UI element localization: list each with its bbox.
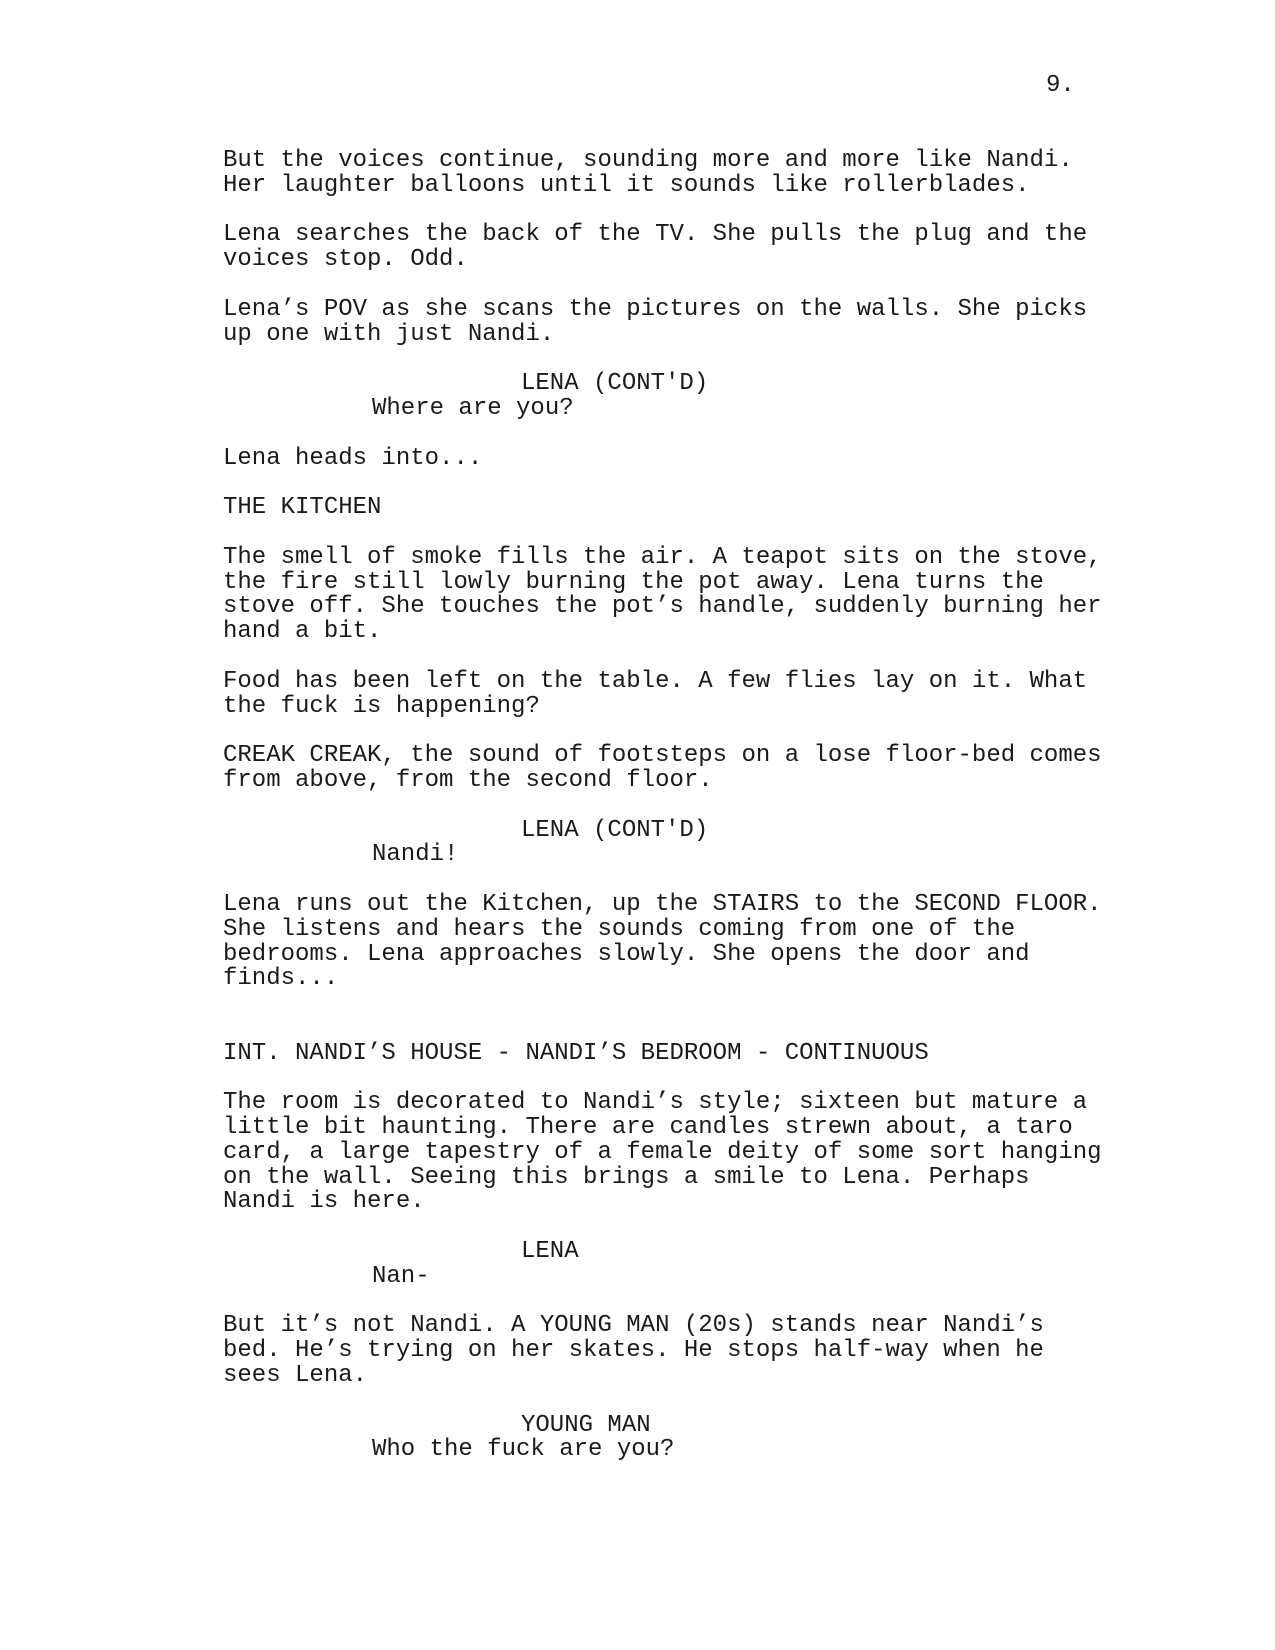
dialogue-line: Who the fuck are you? bbox=[372, 1436, 675, 1464]
action-paragraph bbox=[223, 496, 1123, 521]
action-line: She listens and hears the sounds coming from one of the bbox=[223, 915, 1016, 943]
action-line: little bit haunting. There are candles strewn about, a taro bbox=[223, 1114, 1073, 1142]
scene-heading-line: INT. NANDI’S HOUSE - NANDI’S BEDROOM - CONTINUOUS bbox=[223, 1039, 929, 1067]
dialogue-block bbox=[223, 816, 1123, 869]
action-line: But the voices continue, sounding more and more like Nandi. bbox=[223, 147, 1073, 174]
action-paragraph bbox=[223, 1091, 1123, 1215]
page-number: 9. bbox=[1046, 72, 1075, 99]
action-line: bedrooms. Lena approaches slowly. She opens the door and bbox=[223, 940, 1030, 968]
action-line: But it’s not Nandi. A YOUNG MAN (20s) stands near Nandi’s bbox=[223, 1312, 1044, 1340]
action-paragraph bbox=[223, 444, 1123, 472]
action-paragraph bbox=[223, 149, 1123, 199]
character-cue: LENA bbox=[521, 1238, 579, 1266]
dialogue-block bbox=[223, 1411, 1123, 1464]
character-cue: YOUNG MAN bbox=[521, 1411, 651, 1439]
character-cue: LENA (CONT'D) bbox=[521, 370, 709, 398]
action-line: up one with just Nandi. bbox=[223, 320, 555, 348]
dialogue-line: Nan- bbox=[372, 1262, 430, 1290]
action-line: from above, from the second floor. bbox=[223, 766, 713, 794]
action-line: sees Lena. bbox=[223, 1362, 368, 1390]
action-paragraph bbox=[223, 543, 1123, 646]
action-line: Her laughter balloons until it sounds like rollerblades. bbox=[223, 171, 1030, 199]
scene-heading bbox=[223, 1039, 1123, 1067]
dialogue-line: Where are you? bbox=[372, 394, 574, 422]
action-line: voices stop. Odd. bbox=[223, 246, 468, 274]
action-line: stove off. She touches the pot’s handle, suddenly burning her bbox=[223, 593, 1102, 621]
action-line: on the wall. Seeing this brings a smile to Lena. Perhaps bbox=[223, 1163, 1030, 1191]
action-line: card, a large tapestry of a female deity of some sort hanging bbox=[223, 1138, 1102, 1166]
dialogue-block bbox=[223, 1240, 1123, 1290]
action-line: Lena searches the back of the TV. She pulls the plug and the bbox=[223, 221, 1088, 249]
dialogue-line: Nandi! bbox=[372, 841, 459, 869]
action-line: finds... bbox=[223, 965, 339, 993]
action-line: Nandi is here. bbox=[223, 1188, 425, 1216]
dialogue-block bbox=[223, 372, 1123, 422]
action-line: the fuck is happening? bbox=[223, 692, 540, 720]
action-paragraph bbox=[223, 667, 1123, 720]
action-line: THE KITCHEN bbox=[223, 494, 382, 522]
action-line: The smell of smoke fills the air. A teapot sits on the stove, bbox=[223, 543, 1102, 571]
action-line: hand a bit. bbox=[223, 618, 382, 646]
action-paragraph bbox=[223, 890, 1123, 993]
action-paragraph bbox=[223, 744, 1123, 794]
action-paragraph bbox=[223, 295, 1123, 348]
action-line: The room is decorated to Nandi’s style; sixteen but mature a bbox=[223, 1089, 1088, 1117]
action-line: Lena runs out the Kitchen, up the STAIRS to the SECOND FLOOR. bbox=[223, 890, 1102, 918]
script-body bbox=[223, 149, 1123, 1463]
action-paragraph bbox=[223, 1314, 1123, 1388]
character-cue: LENA (CONT'D) bbox=[521, 816, 709, 844]
action-line: CREAK CREAK, the sound of footsteps on a lose floor-bed comes bbox=[223, 742, 1102, 770]
action-line: bed. He’s trying on her skates. He stops half-way when he bbox=[223, 1337, 1044, 1365]
action-line: Lena heads into... bbox=[223, 444, 483, 472]
action-line: the fire still lowly burning the pot away. Lena turns the bbox=[223, 568, 1044, 596]
action-paragraph bbox=[223, 223, 1123, 273]
action-line: Lena’s POV as she scans the pictures on the walls. She picks bbox=[223, 295, 1088, 323]
action-line: Food has been left on the table. A few flies lay on it. What bbox=[223, 667, 1088, 695]
